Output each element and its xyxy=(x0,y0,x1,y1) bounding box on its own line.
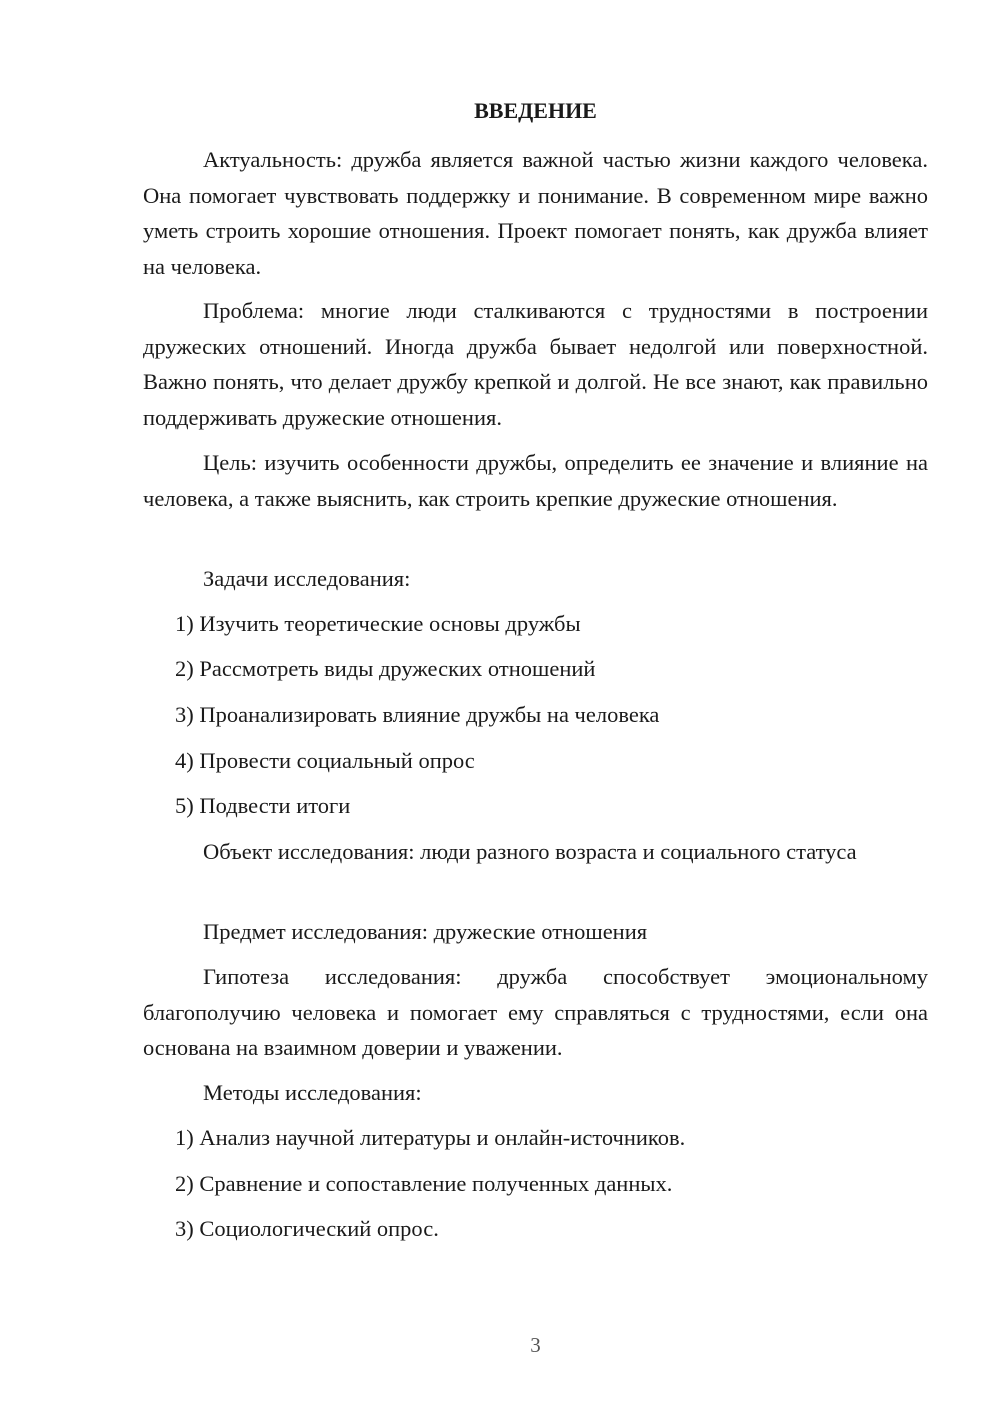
task-item: 1) Изучить теоретические основы дружбы xyxy=(175,611,581,636)
object-paragraph: Объект исследования: люди разного возраста и социального статуса xyxy=(203,839,857,864)
subject-paragraph: Предмет исследования: дружеские отношения xyxy=(203,919,648,944)
document-page xyxy=(143,0,928,1414)
method-item: 3) Социологический опрос. xyxy=(175,1216,439,1241)
task-item: 2) Рассмотреть виды дружеских отношений xyxy=(175,656,596,681)
method-item: 1) Анализ научной литературы и онлайн-источников. xyxy=(175,1125,686,1150)
task-item: 4) Провести социальный опрос xyxy=(175,748,475,773)
task-item: 5) Подвести итоги xyxy=(175,793,351,818)
relevance-paragraph: Актуальность: дружба является важной частью жизни каждого человека. Она помогает чувствовать поддержку и понимание. В современном мире важно уметь строить хорошие отношения. Проект помогает понять, как дружба влияет на человека. xyxy=(143,147,928,279)
hypothesis-paragraph: Гипотеза исследования: дружба способствует эмоциональному благополучию человека и помогает ему справляться с трудностями, если она основана на взаимном доверии и уважении. xyxy=(143,964,928,1060)
problem-paragraph: Проблема: многие люди сталкиваются с трудностями в построении дружеских отношений. Иногда дружба бывает недолгой или поверхностной. Важно понять, что делает дружбу крепкой и долгой. Не все знают, как правильно поддерживать дружеские отношения. xyxy=(143,298,928,430)
goal-paragraph: Цель: изучить особенности дружбы, определить ее значение и влияние на человека, а также выяснить, как строить крепкие дружеские отношения. xyxy=(143,450,928,511)
tasks-heading: Задачи исследования: xyxy=(203,566,411,591)
task-item: 3) Проанализировать влияние дружбы на человека xyxy=(175,702,660,727)
page-number: 3 xyxy=(530,1333,541,1357)
document-title: ВВЕДЕНИЕ xyxy=(474,98,597,123)
method-item: 2) Сравнение и сопоставление полученных данных. xyxy=(175,1171,673,1196)
methods-heading: Методы исследования: xyxy=(203,1080,422,1105)
